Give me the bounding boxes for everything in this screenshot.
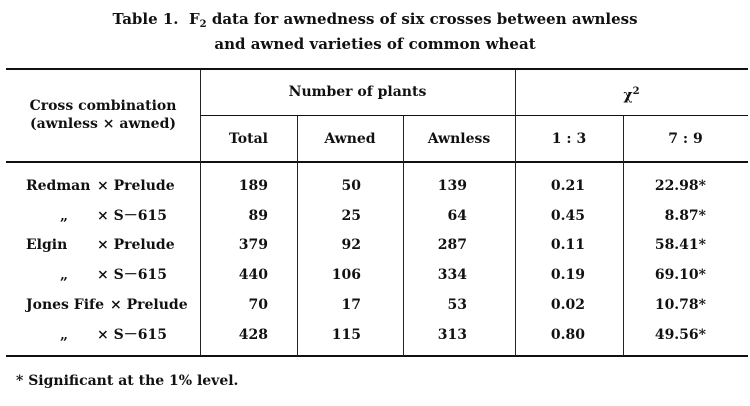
row-female: Jones Fife: [26, 297, 104, 313]
row-chi-7-9: 49.56*: [654, 327, 706, 343]
header-ratio-1-3: 1 : 3: [551, 131, 587, 147]
row-male: × S－615: [97, 267, 167, 283]
row-awned: 50: [341, 178, 361, 194]
row-chi-1-3: 0.21: [550, 178, 585, 194]
row-chi-7-9: 58.41*: [654, 237, 706, 253]
header-number-of-plants: Number of plants: [288, 84, 427, 100]
row-awnless: 64: [447, 208, 467, 224]
row-total: 89: [248, 208, 268, 224]
row-female: „: [60, 208, 69, 224]
row-awnless: 53: [447, 297, 467, 313]
table-number: Table 1.: [112, 10, 179, 28]
bottom-rule: [6, 355, 748, 357]
footnote: * Significant at the 1% level.: [16, 373, 239, 389]
top-rule: [6, 68, 748, 70]
row-chi-1-3: 0.45: [550, 208, 585, 224]
f-subscript: 2: [199, 19, 207, 30]
chi-superscript: 2: [632, 86, 640, 97]
header-ratio-7-9: 7 : 9: [668, 131, 703, 147]
row-total: 70: [248, 297, 268, 313]
header-cross-line-1: Cross combination: [29, 98, 177, 114]
row-male: × S－615: [97, 208, 167, 224]
row-chi-1-3: 0.80: [550, 327, 585, 343]
row-male: × Prelude: [97, 237, 175, 253]
row-awned: 92: [341, 237, 361, 253]
row-chi-7-9: 10.78*: [654, 297, 706, 313]
f-symbol: F: [188, 10, 200, 28]
row-awnless: 313: [437, 327, 467, 343]
header-mid-rule: [200, 115, 748, 116]
row-total: 428: [238, 327, 268, 343]
row-chi-7-9: 69.10*: [654, 267, 706, 283]
header-awnless: Awnless: [427, 131, 491, 147]
row-awned: 17: [341, 297, 361, 313]
table-caption-line-2: and awned varieties of common wheat: [214, 35, 536, 53]
row-awned: 106: [331, 267, 361, 283]
row-awned: 25: [341, 208, 361, 224]
header-cross-line-2: (awnless × awned): [29, 116, 176, 132]
row-total: 440: [238, 267, 268, 283]
row-chi-7-9: 22.98*: [654, 178, 706, 194]
row-chi-1-3: 0.11: [550, 237, 585, 253]
header-total: Total: [228, 131, 268, 147]
chi-symbol: χ: [623, 87, 633, 104]
row-awned: 115: [331, 327, 361, 343]
row-chi-1-3: 0.19: [550, 267, 585, 283]
row-male: × Prelude: [110, 297, 188, 313]
header-cross-combination: [6, 97, 200, 133]
row-male: × Prelude: [97, 178, 175, 194]
row-female: Redman: [26, 178, 91, 194]
header-awned: Awned: [324, 131, 376, 147]
row-chi-1-3: 0.02: [550, 297, 585, 313]
row-awnless: 334: [437, 267, 467, 283]
row-awnless: 287: [437, 237, 467, 253]
row-male: × S－615: [97, 327, 167, 343]
header-bottom-rule: [6, 161, 748, 163]
row-female: Elgin: [26, 237, 68, 253]
table-caption-line-1: [0, 8, 750, 36]
row-awnless: 139: [437, 178, 467, 194]
row-total: 189: [238, 178, 268, 194]
row-female: „: [60, 327, 69, 343]
header-chi-square: [515, 83, 748, 105]
caption-text: data for awnedness of six crosses between awnless: [211, 10, 638, 28]
row-chi-7-9: 8.87*: [664, 208, 706, 224]
row-total: 379: [238, 237, 268, 253]
row-female: „: [60, 267, 69, 283]
